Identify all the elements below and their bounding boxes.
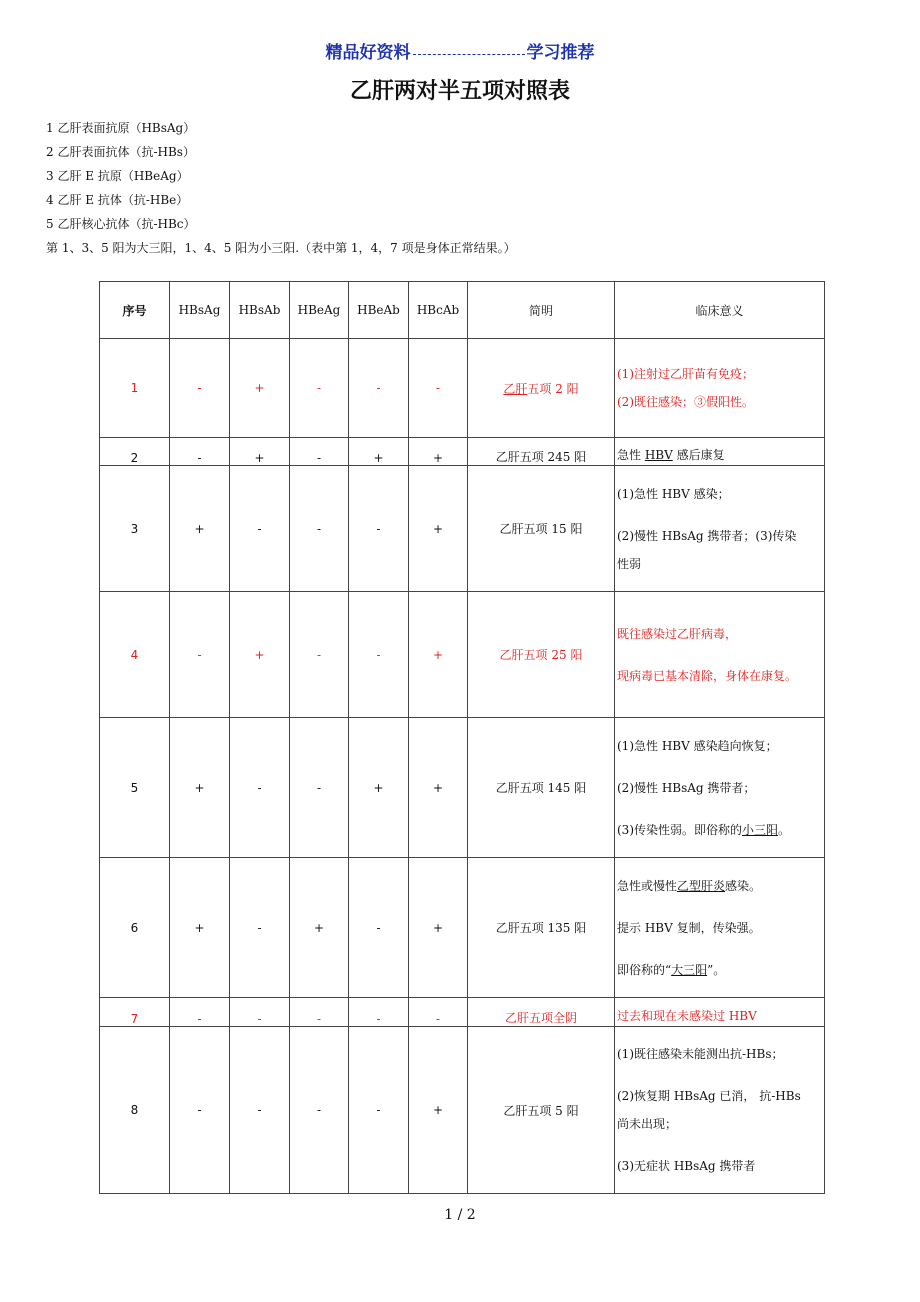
- meaning-line: 提示 HBV 复制，传染强。: [617, 920, 761, 935]
- meaning-line: (2)慢性 HBsAg 携带者；(3)传染: [617, 528, 797, 543]
- page-number: 1 / 2: [444, 1207, 476, 1223]
- cell-hbsag: -: [170, 1027, 230, 1194]
- row-no: 1: [100, 339, 170, 438]
- meaning-pre: 急性: [617, 448, 645, 462]
- header-hbsag: HBsAg: [170, 282, 230, 339]
- legend: [46, 116, 516, 260]
- legend-item: 1 乙肝表面抗原（HBsAg）: [46, 121, 196, 135]
- cell-brief: 乙肝五项 5 阳: [468, 1027, 615, 1194]
- cell-hbeag: -: [290, 1027, 349, 1194]
- header-hbsab: HBsAb: [230, 282, 290, 339]
- meaning-pre: (3)传染性弱。即俗称的: [617, 822, 742, 837]
- cell-hbsag: -: [170, 438, 230, 466]
- cell-meaning: 过去和现在未感染过 HBV: [615, 998, 825, 1027]
- header-right: 学习推荐: [526, 43, 595, 63]
- cell-hbsag: +: [170, 466, 230, 592]
- table-row: [100, 718, 825, 858]
- cell-hbeab: -: [349, 592, 409, 718]
- meaning-line: [617, 949, 824, 991]
- meaning-post: ”。: [707, 962, 726, 977]
- meaning-underlined: 乙型肝炎: [677, 878, 726, 893]
- cell-brief: 乙肝五项 145 阳: [468, 718, 615, 858]
- meaning-line: (3)无症状 HBsAg 携带者: [617, 1159, 756, 1173]
- meaning-line: (1)既往感染未能测出抗-HBs；: [617, 1047, 784, 1061]
- table-row: [100, 998, 825, 1027]
- cell-hbcab: +: [409, 1027, 468, 1194]
- cell-brief: 乙肝五项 25 阳: [468, 592, 615, 718]
- cell-hbcab: +: [409, 592, 468, 718]
- header-hbcab: HBcAb: [409, 282, 468, 339]
- legend-item: 2 乙肝表面抗体（抗-HBs）: [46, 145, 195, 159]
- cell-hbsab: +: [230, 592, 290, 718]
- cell-meaning: [615, 339, 825, 438]
- meaning-line: 性弱: [617, 556, 642, 571]
- legend-item: 5 乙肝核心抗体（抗-HBc）: [46, 217, 196, 231]
- legend-item: 4 乙肝 E 抗体（抗-HBe）: [46, 193, 189, 207]
- header-hbeab: HBeAb: [349, 282, 409, 339]
- meaning-line: (1)注射过乙肝苗有免疫；: [617, 367, 754, 381]
- cell-meaning: [615, 858, 825, 998]
- cell-hbcab: -: [409, 339, 468, 438]
- results-table: [99, 281, 825, 1194]
- cell-hbeab: -: [349, 998, 409, 1027]
- meaning-line: [617, 809, 824, 851]
- cell-hbsag: -: [170, 592, 230, 718]
- cell-hbsag: -: [170, 998, 230, 1027]
- legend-note: 第 1、3、5 阳为大三阳，1、4、5 阳为小三阳.（表中第 1，4，7 项是身体正常结果。）: [46, 241, 516, 255]
- cell-hbeag: -: [290, 718, 349, 858]
- meaning-underlined: HBV: [644, 448, 673, 462]
- table-row: [100, 1027, 825, 1194]
- meaning-line: (1)急性 HBV 感染；: [617, 486, 730, 501]
- row-no: 5: [100, 718, 170, 858]
- table-row: [100, 858, 825, 998]
- cell-hbeag: -: [290, 592, 349, 718]
- meaning-pre: 急性或慢性: [617, 878, 678, 893]
- table-header-row: [100, 282, 825, 339]
- table-row: [100, 592, 825, 718]
- page-title: 乙肝两对半五项对照表: [349, 79, 570, 104]
- header-no: 序号: [100, 282, 170, 339]
- cell-hbeab: +: [349, 718, 409, 858]
- cell-hbcab: -: [409, 998, 468, 1027]
- meaning-line: 尚未出现；: [617, 1117, 678, 1131]
- meaning-underlined: 大三阳: [671, 962, 708, 977]
- row-no: 8: [100, 1027, 170, 1194]
- cell-hbcab: +: [409, 858, 468, 998]
- cell-hbsab: -: [230, 718, 290, 858]
- meaning-pre: 即俗称的“: [617, 962, 672, 977]
- cell-meaning: [615, 438, 825, 466]
- brief-rest: 五项 2 阳: [527, 381, 579, 396]
- row-no: 3: [100, 466, 170, 592]
- cell-hbeab: +: [349, 438, 409, 466]
- cell-hbeag: -: [290, 466, 349, 592]
- page-header: [0, 38, 920, 63]
- header-left: 精品好资料: [325, 43, 411, 63]
- meaning-line: (2)慢性 HBsAg 携带者；: [617, 780, 756, 795]
- meaning-line: 现病毒已基本清除，身体在康复。: [617, 668, 798, 683]
- row-no: 4: [100, 592, 170, 718]
- cell-hbsab: -: [230, 466, 290, 592]
- cell-hbsag: +: [170, 858, 230, 998]
- cell-hbeag: -: [290, 339, 349, 438]
- cell-meaning: [615, 592, 825, 718]
- meaning-line: 既往感染过乙肝病毒，: [617, 626, 738, 641]
- header-hbeag: HBeAg: [290, 282, 349, 339]
- cell-hbsag: -: [170, 339, 230, 438]
- meaning-line: (2)既往感染；③假阳性。: [617, 395, 754, 409]
- cell-hbsag: +: [170, 718, 230, 858]
- cell-hbsab: -: [230, 858, 290, 998]
- cell-meaning: [615, 718, 825, 858]
- cell-hbeab: -: [349, 339, 409, 438]
- brief-underlined: 乙肝: [503, 381, 528, 396]
- cell-brief: 乙肝五项 245 阳: [468, 438, 615, 466]
- meaning-post: 感后康复: [672, 448, 725, 462]
- cell-hbeag: -: [290, 998, 349, 1027]
- header-meaning: 临床意义: [615, 282, 825, 339]
- meaning-underlined: 小三阳: [742, 822, 779, 837]
- row-no: 7: [100, 998, 170, 1027]
- cell-meaning: [615, 1027, 825, 1194]
- cell-hbcab: +: [409, 718, 468, 858]
- meaning-post: 。: [778, 822, 791, 837]
- cell-hbsab: +: [230, 339, 290, 438]
- cell-hbsab: -: [230, 1027, 290, 1194]
- cell-brief: [468, 339, 615, 438]
- cell-hbcab: +: [409, 438, 468, 466]
- meaning-line: (1)急性 HBV 感染趋向恢复；: [617, 738, 778, 753]
- cell-brief: 乙肝五项全阴: [468, 998, 615, 1027]
- legend-item: 3 乙肝 E 抗原（HBeAg）: [46, 169, 189, 183]
- row-no: 2: [100, 438, 170, 466]
- cell-hbsab: +: [230, 438, 290, 466]
- meaning-post: 感染。: [725, 878, 762, 893]
- cell-brief: 乙肝五项 135 阳: [468, 858, 615, 998]
- cell-hbcab: +: [409, 466, 468, 592]
- meaning-line: (2)恢复期 HBsAg 已消， 抗-HBs: [617, 1089, 801, 1103]
- row-no: 6: [100, 858, 170, 998]
- cell-meaning: [615, 466, 825, 592]
- cell-hbeab: -: [349, 466, 409, 592]
- meaning-line: [617, 865, 824, 907]
- cell-hbeag: +: [290, 858, 349, 998]
- cell-hbeab: -: [349, 1027, 409, 1194]
- table-row: [100, 339, 825, 438]
- table-row: [100, 466, 825, 592]
- cell-brief: 乙肝五项 15 阳: [468, 466, 615, 592]
- header-separator: [413, 54, 525, 55]
- cell-hbsab: -: [230, 998, 290, 1027]
- table-row: [100, 438, 825, 466]
- header-brief: 简明: [468, 282, 615, 339]
- cell-hbeag: -: [290, 438, 349, 466]
- cell-hbeab: -: [349, 858, 409, 998]
